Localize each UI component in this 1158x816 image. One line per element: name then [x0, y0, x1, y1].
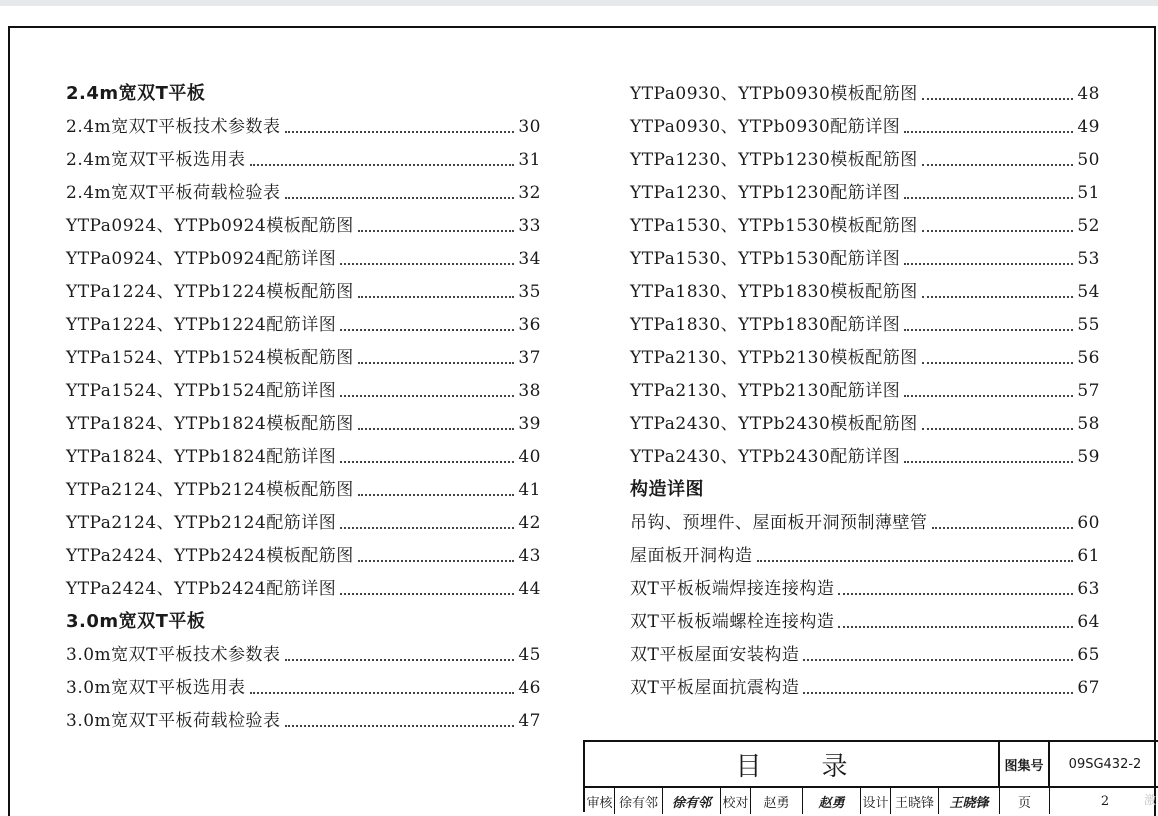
toc-right-column [630, 79, 1100, 706]
toc-entry [630, 145, 1100, 178]
toc-section-heading [630, 475, 1100, 508]
toc-entry-title: YTPa2430、YTPb2430配筋详图 [630, 447, 901, 467]
toc-entry [630, 508, 1100, 541]
toc-entry-title: YTPa1224、YTPb1224配筋详图 [66, 315, 337, 335]
toc-entry [630, 211, 1100, 244]
toc-entry-title: 双T平板板端焊接连接构造 [630, 579, 835, 599]
toc-entry-title: YTPa1530、YTPb1530模板配筋图 [630, 216, 918, 236]
toc-entry [66, 706, 541, 739]
toc-entry [630, 343, 1100, 376]
toc-entry-page: 63 [1077, 579, 1100, 599]
dot-leader [340, 328, 514, 331]
toc-entry-title: 双T平板屋面抗震构造 [630, 678, 800, 698]
toc-entry-page: 39 [518, 414, 541, 434]
toc-entry [66, 508, 541, 541]
dot-leader [285, 658, 515, 661]
toc-entry-page: 38 [518, 381, 541, 401]
toc-entry-title: 2.4m宽双T平板技术参数表 [66, 117, 281, 137]
toc-entry-page: 53 [1077, 249, 1100, 269]
toc-entry-title: 2.4m宽双T平板 [66, 83, 206, 104]
dot-leader [922, 97, 1074, 100]
dot-leader [358, 229, 515, 232]
toc-entry-page: 34 [518, 249, 541, 269]
toc-entry-title: YTPa0924、YTPb0924配筋详图 [66, 249, 337, 269]
toc-entry [66, 178, 541, 211]
toc-entry-page: 65 [1077, 645, 1100, 665]
dot-leader [340, 460, 514, 463]
toc-entry-title: YTPa1524、YTPb1524配筋详图 [66, 381, 337, 401]
dot-leader [340, 262, 514, 265]
toc-entry-page: 55 [1077, 315, 1100, 335]
toc-entry-title: 吊钩、预埋件、屋面板开洞预制薄壁管 [630, 513, 928, 533]
toc-entry [66, 277, 541, 310]
toc-entry-page: 58 [1077, 414, 1100, 434]
top-bar [0, 0, 1158, 6]
toc-entry [630, 277, 1100, 310]
toc-entry-page: 35 [518, 282, 541, 302]
toc-entry-title: YTPa0930、YTPb0930模板配筋图 [630, 84, 918, 104]
toc-entry-page: 59 [1077, 447, 1100, 467]
toc-entry-title: YTPa1230、YTPb1230配筋详图 [630, 183, 901, 203]
toc-entry [66, 541, 541, 574]
toc-entry [630, 409, 1100, 442]
dot-leader [922, 163, 1074, 166]
toc-entry-page: 49 [1077, 117, 1100, 137]
toc-entry [630, 541, 1100, 574]
toc-entry [66, 409, 541, 442]
toc-entry-page: 32 [518, 183, 541, 203]
toc-entry-page: 52 [1077, 216, 1100, 236]
toc-entry-title: YTPa1230、YTPb1230模板配筋图 [630, 150, 918, 170]
toc-entry [630, 574, 1100, 607]
toc-entry-page: 45 [518, 645, 541, 665]
toc-entry-page: 60 [1077, 513, 1100, 533]
toc-entry-page: 44 [518, 579, 541, 599]
toc-entry-title: YTPa2124、YTPb2124模板配筋图 [66, 480, 354, 500]
toc-entry-title: YTPa2130、YTPb2130配筋详图 [630, 381, 901, 401]
toc-entry-title: YTPa0930、YTPb0930配筋详图 [630, 117, 901, 137]
toc-entry-title: 构造详图 [630, 479, 704, 500]
toc-entry-title: YTPa1824、YTPb1824模板配筋图 [66, 414, 354, 434]
toc-entry [66, 475, 541, 508]
toc-entry [66, 310, 541, 343]
toc-entry [66, 343, 541, 376]
dot-leader [803, 658, 1073, 661]
title-block [583, 740, 1158, 812]
toc-entry-title: YTPa1530、YTPb1530配筋详图 [630, 249, 901, 269]
dot-leader [922, 361, 1074, 364]
toc-entry-page: 48 [1077, 84, 1100, 104]
toc-entry-page: 67 [1077, 678, 1100, 698]
dot-leader [340, 592, 514, 595]
toc-entry-title: 3.0m宽双T平板技术参数表 [66, 645, 281, 665]
review-signature: 徐有邻 [663, 788, 721, 814]
design-label: 设计 [861, 788, 891, 814]
toc-entry-page: 31 [518, 150, 541, 170]
dot-leader [340, 394, 514, 397]
dot-leader [358, 493, 515, 496]
check-signature: 赵勇 [803, 788, 861, 814]
toc-entry [66, 376, 541, 409]
toc-entry-page: 30 [518, 117, 541, 137]
dot-leader [803, 691, 1073, 694]
dot-leader [358, 427, 515, 430]
toc-entry [66, 211, 541, 244]
toc-entry [630, 244, 1100, 277]
dot-leader [904, 394, 1073, 397]
page-number: 2 [1100, 793, 1110, 809]
toc-entry [66, 673, 541, 706]
toc-entry [66, 244, 541, 277]
atlas-label: 图集号 [1000, 742, 1050, 788]
toc-entry [630, 640, 1100, 673]
toc-entry-page: 54 [1077, 282, 1100, 302]
toc-entry-page: 42 [518, 513, 541, 533]
dot-leader [922, 427, 1074, 430]
toc-entry-page: 33 [518, 216, 541, 236]
watermark: 激 [1143, 793, 1156, 807]
toc-entry-title: YTPa2424、YTPb2424配筋详图 [66, 579, 337, 599]
dot-leader [285, 196, 515, 199]
page-label: 页 [1000, 788, 1050, 814]
dot-leader [838, 625, 1073, 628]
dot-leader [922, 229, 1074, 232]
toc-entry-title: YTPa1524、YTPb1524模板配筋图 [66, 348, 354, 368]
title-block-title: 目录 [585, 742, 1000, 788]
toc-entry [66, 442, 541, 475]
review-name: 徐有邻 [615, 788, 663, 814]
dot-leader [285, 130, 515, 133]
dot-leader [250, 163, 515, 166]
toc-entry [630, 607, 1100, 640]
dot-leader [340, 526, 514, 529]
toc-entry-page: 61 [1077, 546, 1100, 566]
dot-leader [358, 361, 515, 364]
toc-entry-page: 40 [518, 447, 541, 467]
toc-entry [66, 145, 541, 178]
signature-row [585, 788, 1158, 814]
toc-section-heading [66, 79, 541, 112]
toc-entry-title: 2.4m宽双T平板选用表 [66, 150, 246, 170]
toc-entry-title: 双T平板屋面安装构造 [630, 645, 800, 665]
toc-entry [630, 178, 1100, 211]
toc-entry-page: 57 [1077, 381, 1100, 401]
toc-entry-page: 37 [518, 348, 541, 368]
dot-leader [250, 691, 515, 694]
toc-entry-title: YTPa2430、YTPb2430模板配筋图 [630, 414, 918, 434]
toc-entry [630, 310, 1100, 343]
review-label: 审核 [585, 788, 615, 814]
atlas-number: 09SG432-2 [1050, 742, 1158, 788]
toc-entry [630, 376, 1100, 409]
toc-entry-title: 屋面板开洞构造 [630, 546, 753, 566]
toc-entry-title: YTPa1830、YTPb1830模板配筋图 [630, 282, 918, 302]
dot-leader [285, 724, 515, 727]
design-signature: 王晓锋 [939, 788, 1000, 814]
dot-leader [358, 295, 515, 298]
toc-entry-title: YTPa1224、YTPb1224模板配筋图 [66, 282, 354, 302]
toc-entry-title: YTPa2124、YTPb2124配筋详图 [66, 513, 337, 533]
toc-entry-title: YTPa2424、YTPb2424模板配筋图 [66, 546, 354, 566]
toc-entry-title: YTPa0924、YTPb0924模板配筋图 [66, 216, 354, 236]
design-name: 王晓锋 [891, 788, 939, 814]
toc-entry-title: YTPa2130、YTPb2130模板配筋图 [630, 348, 918, 368]
dot-leader [904, 130, 1073, 133]
toc-entry [66, 640, 541, 673]
check-label: 校对 [721, 788, 751, 814]
toc-entry [630, 79, 1100, 112]
toc-section-heading [66, 607, 541, 640]
dot-leader [922, 295, 1074, 298]
dot-leader [838, 592, 1073, 595]
toc-entry-title: 3.0m宽双T平板选用表 [66, 678, 246, 698]
toc-entry-page: 36 [518, 315, 541, 335]
toc-entry-page: 47 [518, 711, 541, 731]
toc-entry-page: 41 [518, 480, 541, 500]
toc-entry-title: 3.0m宽双T平板荷载检验表 [66, 711, 281, 731]
toc-entry [630, 442, 1100, 475]
dot-leader [358, 559, 515, 562]
toc-entry-title: 双T平板板端螺栓连接构造 [630, 612, 835, 632]
toc-entry [66, 112, 541, 145]
toc-left-column [66, 79, 541, 739]
toc-entry-title: 2.4m宽双T平板荷载检验表 [66, 183, 281, 203]
toc-entry-page: 64 [1077, 612, 1100, 632]
dot-leader [904, 196, 1073, 199]
toc-entry-page: 50 [1077, 150, 1100, 170]
dot-leader [932, 526, 1074, 529]
toc-entry-page: 56 [1077, 348, 1100, 368]
toc-entry [66, 574, 541, 607]
toc-entry [630, 112, 1100, 145]
toc-entry-title: YTPa1824、YTPb1824配筋详图 [66, 447, 337, 467]
dot-leader [757, 559, 1074, 562]
toc-entry-page: 43 [518, 546, 541, 566]
toc-entry-title: 3.0m宽双T平板 [66, 611, 206, 632]
toc-entry [630, 673, 1100, 706]
dot-leader [904, 460, 1073, 463]
toc-entry-title: YTPa1830、YTPb1830配筋详图 [630, 315, 901, 335]
check-name: 赵勇 [751, 788, 803, 814]
toc-entry-page: 46 [518, 678, 541, 698]
dot-leader [904, 328, 1073, 331]
toc-entry-page: 51 [1077, 183, 1100, 203]
dot-leader [904, 262, 1073, 265]
